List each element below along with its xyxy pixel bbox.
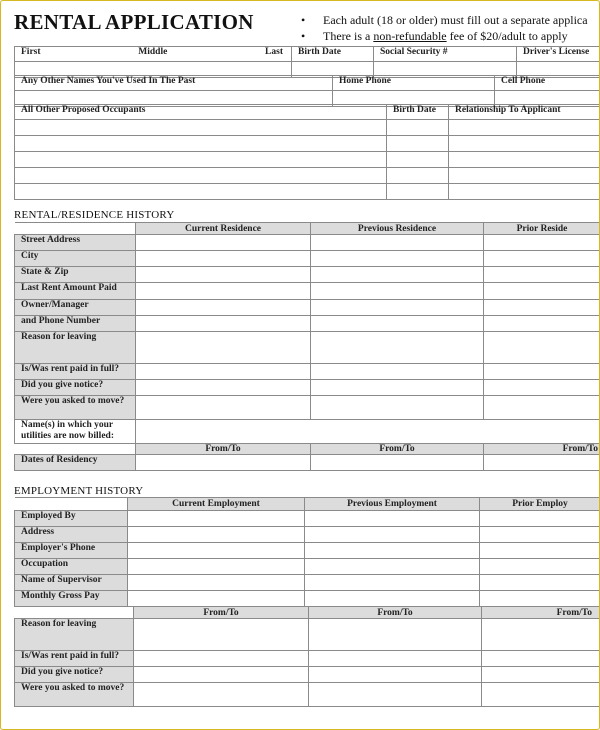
previous-address-field[interactable]: [305, 527, 480, 543]
emp-from-to-blank: [15, 607, 134, 619]
occupant-relationship-field[interactable]: [449, 184, 600, 200]
last-name-label: Last: [265, 47, 283, 57]
current-address-field[interactable]: [128, 527, 305, 543]
prior-asked-field[interactable]: [484, 396, 600, 420]
previous-phone-field[interactable]: [311, 316, 484, 332]
prior-employment-header: Prior Employ: [480, 498, 600, 511]
employment-history-table-2: [14, 606, 600, 707]
current-state-zip-field[interactable]: [136, 267, 311, 283]
current-emp-asked-field[interactable]: [134, 683, 309, 707]
previous-emp-from-to-header: From/To: [309, 607, 482, 619]
previous-emp-notice-field[interactable]: [309, 667, 482, 683]
current-pay-field[interactable]: [128, 591, 305, 607]
form-title: RENTAL APPLICATION: [14, 10, 254, 34]
current-occupation-field[interactable]: [128, 559, 305, 575]
emp-reason-leaving-label: Reason for leaving: [15, 619, 134, 651]
prior-emp-rent-paid-field[interactable]: [482, 651, 600, 667]
previous-emp-asked-field[interactable]: [309, 683, 482, 707]
previous-state-zip-field[interactable]: [311, 267, 484, 283]
occupant-relationship-field[interactable]: [449, 168, 600, 184]
previous-employer-field[interactable]: [305, 511, 480, 527]
cell-phone-label: Cell Phone: [495, 76, 600, 91]
previous-emp-phone-field[interactable]: [305, 543, 480, 559]
occupant-name-field[interactable]: [15, 168, 387, 184]
occupant-name-field[interactable]: [15, 136, 387, 152]
occupant-name-field[interactable]: [15, 152, 387, 168]
last-rent-label: Last Rent Amount Paid: [15, 283, 136, 300]
current-asked-field[interactable]: [136, 396, 311, 420]
rental-history-title: RENTAL/RESIDENCE HISTORY: [14, 209, 175, 221]
current-notice-field[interactable]: [136, 380, 311, 396]
note-line-2-post: fee of $20/adult to apply: [446, 29, 568, 43]
middle-name-label: Middle: [138, 47, 168, 57]
current-street-field[interactable]: [136, 235, 311, 251]
notice-label: Did you give notice?: [15, 380, 136, 396]
ssn-label: Social Security #: [374, 47, 517, 62]
previous-city-field[interactable]: [311, 251, 484, 267]
supervisor-label: Name of Supervisor: [15, 575, 128, 591]
current-employer-field[interactable]: [128, 511, 305, 527]
utilities-field[interactable]: [136, 420, 600, 444]
occupant-relationship-field[interactable]: [449, 120, 600, 136]
occupant-birth-field[interactable]: [387, 184, 449, 200]
city-label: City: [15, 251, 136, 267]
occupant-birth-field[interactable]: [387, 136, 449, 152]
prior-residence-header: Prior Reside: [484, 223, 600, 235]
prior-notice-field[interactable]: [484, 380, 600, 396]
employed-by-label: Employed By: [15, 511, 128, 527]
other-names-label: Any Other Names You've Used In The Past: [15, 76, 333, 91]
previous-emp-reason-field[interactable]: [309, 619, 482, 651]
prior-phone-field[interactable]: [484, 316, 600, 332]
birth-date-label: Birth Date: [292, 47, 374, 62]
prior-emp-reason-field[interactable]: [482, 619, 600, 651]
current-emp-notice-field[interactable]: [134, 667, 309, 683]
occupant-name-field[interactable]: [15, 184, 387, 200]
prior-street-field[interactable]: [484, 235, 600, 251]
current-rent-paid-field[interactable]: [136, 364, 311, 380]
prior-rent-field[interactable]: [484, 283, 600, 300]
prior-city-field[interactable]: [484, 251, 600, 267]
previous-dates-field[interactable]: [311, 455, 484, 471]
occupant-birth-field[interactable]: [387, 120, 449, 136]
prior-dates-field[interactable]: [484, 455, 600, 471]
reason-leaving-label: Reason for leaving: [15, 332, 136, 364]
owner-manager-label: Owner/Manager: [15, 300, 136, 316]
employment-history-table: [14, 497, 600, 607]
note-line-2-underlined: non-refundable: [373, 29, 447, 43]
emp-asked-to-move-label: Were you asked to move?: [15, 683, 134, 707]
prior-emp-asked-field[interactable]: [482, 683, 600, 707]
previous-from-to-header: From/To: [311, 444, 484, 455]
previous-owner-field[interactable]: [311, 300, 484, 316]
applicant-name-table: [14, 46, 600, 78]
previous-asked-field[interactable]: [311, 396, 484, 420]
current-residence-header: Current Residence: [136, 223, 311, 235]
current-emp-rent-paid-field[interactable]: [134, 651, 309, 667]
prior-state-zip-field[interactable]: [484, 267, 600, 283]
rent-paid-label: Is/Was rent paid in full?: [15, 364, 136, 380]
header-blank: [15, 223, 136, 235]
prior-rent-paid-field[interactable]: [484, 364, 600, 380]
current-emp-phone-field[interactable]: [128, 543, 305, 559]
phone-number-label: and Phone Number: [15, 316, 136, 332]
previous-street-field[interactable]: [311, 235, 484, 251]
relationship-label: Relationship To Applicant: [449, 105, 600, 120]
previous-employment-header: Previous Employment: [305, 498, 480, 511]
current-supervisor-field[interactable]: [128, 575, 305, 591]
prior-pay-field[interactable]: [480, 591, 600, 607]
state-zip-label: State & Zip: [15, 267, 136, 283]
occupant-relationship-field[interactable]: [449, 136, 600, 152]
previous-occupation-field[interactable]: [305, 559, 480, 575]
prior-from-to-header: From/To: [484, 444, 600, 455]
current-from-to-header: From/To: [136, 444, 311, 455]
note-fee: • There is a non-refundable fee of $20/adult to apply: [301, 29, 568, 43]
occupants-table: [14, 104, 600, 200]
current-employment-header: Current Employment: [128, 498, 305, 511]
prior-address-field[interactable]: [480, 527, 600, 543]
occupant-relationship-field[interactable]: [449, 152, 600, 168]
previous-notice-field[interactable]: [311, 380, 484, 396]
current-rent-field[interactable]: [136, 283, 311, 300]
current-emp-from-to-header: From/To: [134, 607, 309, 619]
previous-pay-field[interactable]: [305, 591, 480, 607]
occupants-label: All Other Proposed Occupants: [15, 105, 387, 120]
occupant-birth-field[interactable]: [387, 168, 449, 184]
current-reason-field[interactable]: [136, 332, 311, 364]
employment-history-title: EMPLOYMENT HISTORY: [14, 485, 144, 497]
home-phone-label: Home Phone: [333, 76, 495, 91]
emp-rent-paid-label: Is/Was rent paid in full?: [15, 651, 134, 667]
prior-owner-field[interactable]: [484, 300, 600, 316]
current-dates-field[interactable]: [136, 455, 311, 471]
previous-supervisor-field[interactable]: [305, 575, 480, 591]
name-label-cell: [15, 47, 292, 62]
other-names-table: [14, 75, 600, 107]
asked-to-move-label: Were you asked to move?: [15, 396, 136, 420]
note-separate-application: • Each adult (18 or older) must fill out a separate applica: [301, 13, 588, 27]
emp-header-blank: [15, 498, 128, 511]
first-name-label: First: [21, 47, 41, 57]
prior-emp-from-to-header: From/To: [482, 607, 600, 619]
current-city-field[interactable]: [136, 251, 311, 267]
employer-phone-label: Employer's Phone: [15, 543, 128, 559]
gross-pay-label: Monthly Gross Pay: [15, 591, 128, 607]
prior-emp-notice-field[interactable]: [482, 667, 600, 683]
emp-notice-label: Did you give notice?: [15, 667, 134, 683]
drivers-license-label: Driver's License: [517, 47, 600, 62]
previous-reason-field[interactable]: [311, 332, 484, 364]
previous-rent-paid-field[interactable]: [311, 364, 484, 380]
current-owner-field[interactable]: [136, 300, 311, 316]
note-line-1: Each adult (18 or older) must fill out a separate applica: [323, 13, 588, 27]
previous-residence-header: Previous Residence: [311, 223, 484, 235]
dates-residency-label: Dates of Residency: [15, 455, 136, 471]
employer-address-label: Address: [15, 527, 128, 543]
occupant-birth-date-label: Birth Date: [387, 105, 449, 120]
occupant-name-field[interactable]: [15, 120, 387, 136]
utilities-label: Name(s) in which your utilities are now billed:: [15, 420, 136, 444]
previous-emp-rent-paid-field[interactable]: [309, 651, 482, 667]
occupant-birth-field[interactable]: [387, 152, 449, 168]
prior-reason-field[interactable]: [484, 332, 600, 364]
current-emp-reason-field[interactable]: [134, 619, 309, 651]
prior-emp-phone-field[interactable]: [480, 543, 600, 559]
street-address-label: Street Address: [15, 235, 136, 251]
prior-occupation-field[interactable]: [480, 559, 600, 575]
occupation-label: Occupation: [15, 559, 128, 575]
rental-history-table: [14, 222, 600, 471]
prior-supervisor-field[interactable]: [480, 575, 600, 591]
current-phone-field[interactable]: [136, 316, 311, 332]
note-line-2-pre: There is a: [323, 29, 374, 43]
prior-employer-field[interactable]: [480, 511, 600, 527]
previous-rent-field[interactable]: [311, 283, 484, 300]
from-to-blank: [15, 444, 136, 455]
